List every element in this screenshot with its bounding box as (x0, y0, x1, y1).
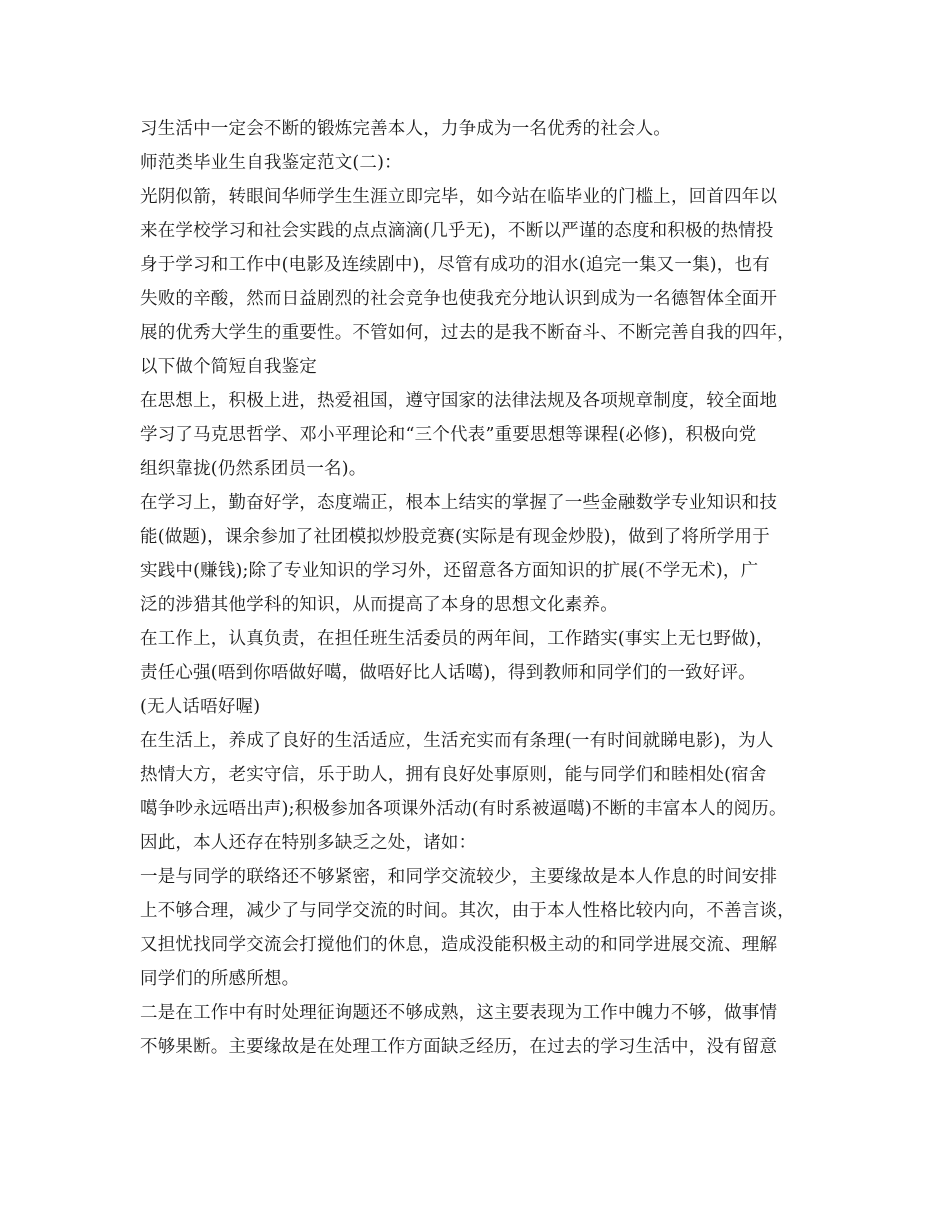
text-line: 在工作上，认真负责，在担任班生活委员的两年间，工作踏实(事实上无乜野做)， (140, 629, 774, 649)
text-line: 又担忧找同学交流会打搅他们的休息，造成没能积极主动的和同学进展交流、理解 (140, 935, 778, 955)
text-line: (无人话唔好喔) (140, 697, 261, 717)
text-line: 光阴似箭，转眼间华师学生生涯立即完毕，如今站在临毕业的门槛上，回首四年以 (140, 187, 778, 207)
text-line: 因此，本人还存在特别多缺乏之处，诸如： (140, 833, 477, 853)
text-line: 一是与同学的联络还不够紧密，和同学交流较少，主要缘故是本人作息的时间安排 (140, 867, 778, 887)
text-line: 热情大方，老实守信，乐于助人，拥有良好处事原则，能与同学们和睦相处(宿舍 (140, 765, 767, 785)
document-body (140, 112, 820, 1064)
text-line: 失败的辛酸，然而日益剧烈的社会竞争也使我充分地认识到成为一名德智体全面开 (140, 289, 778, 309)
text-line: 噶争吵永远唔出声);积极参加各项课外活动(有时系被逼噶)不断的丰富本人的阅历。 (140, 799, 787, 819)
text-line: 能(做题)，课余参加了社团模拟炒股竞赛(实际是有现金炒股)，做到了将所学用于 (140, 527, 770, 547)
text-line: 来在学校学习和社会实践的点点滴滴(几乎无)，不断以严谨的态度和积极的热情投 (140, 221, 774, 241)
text-line: 学习了马克思哲学、邓小平理论和“三个代表”重要思想等课程(必修)，积极向党 (140, 425, 757, 445)
text-line: 以下做个简短自我鉴定 (140, 357, 317, 377)
text-line: 泛的涉猎其他学科的知识，从而提高了本身的思想文化素养。 (140, 595, 618, 615)
text-line: 实践中(赚钱);除了专业知识的学习外，还留意各方面知识的扩展(不学无术)，广 (140, 561, 759, 581)
text-line: 上不够合理，减少了与同学交流的时间。其次，由于本人性格比较内向，不善言谈， (140, 901, 795, 921)
text-line: 习生活中一定会不断的锻炼完善本人，力争成为一名优秀的社会人。 (140, 119, 671, 139)
text-line: 责任心强(唔到你唔做好噶，做唔好比人话噶)，得到教师和同学们的一致好评。 (140, 663, 756, 683)
text-line: 在学习上，勤奋好学，态度端正，根本上结实的掌握了一些金融数学专业知识和技 (140, 493, 778, 513)
section-heading: 师范类毕业生自我鉴定范文(二)： (140, 153, 402, 173)
text-line: 同学们的所感所想。 (140, 969, 300, 989)
text-line: 二是在工作中有时处理征询题还不够成熟，这主要表现为工作中魄力不够，做事情 (140, 1003, 778, 1023)
text-line: 组织靠拢(仍然系团员一名)。 (140, 459, 367, 479)
text-line: 不够果断。主要缘故是在处理工作方面缺乏经历，在过去的学习生活中，没有留意 (140, 1037, 778, 1057)
text-line: 在思想上，积极上进，热爱祖国，遵守国家的法律法规及各项规章制度，较全面地 (140, 391, 778, 411)
text-line: 展的优秀大学生的重要性。不管如何，过去的是我不断奋斗、不断完善自我的四年， (140, 323, 795, 343)
text-line: 在生活上，养成了良好的生活适应，生活充实而有条理(一有时间就睇电影)，为人 (140, 731, 774, 751)
text-line: 身于学习和工作中(电影及连续剧中)，尽管有成功的泪水(追完一集又一集)，也有 (140, 255, 770, 275)
